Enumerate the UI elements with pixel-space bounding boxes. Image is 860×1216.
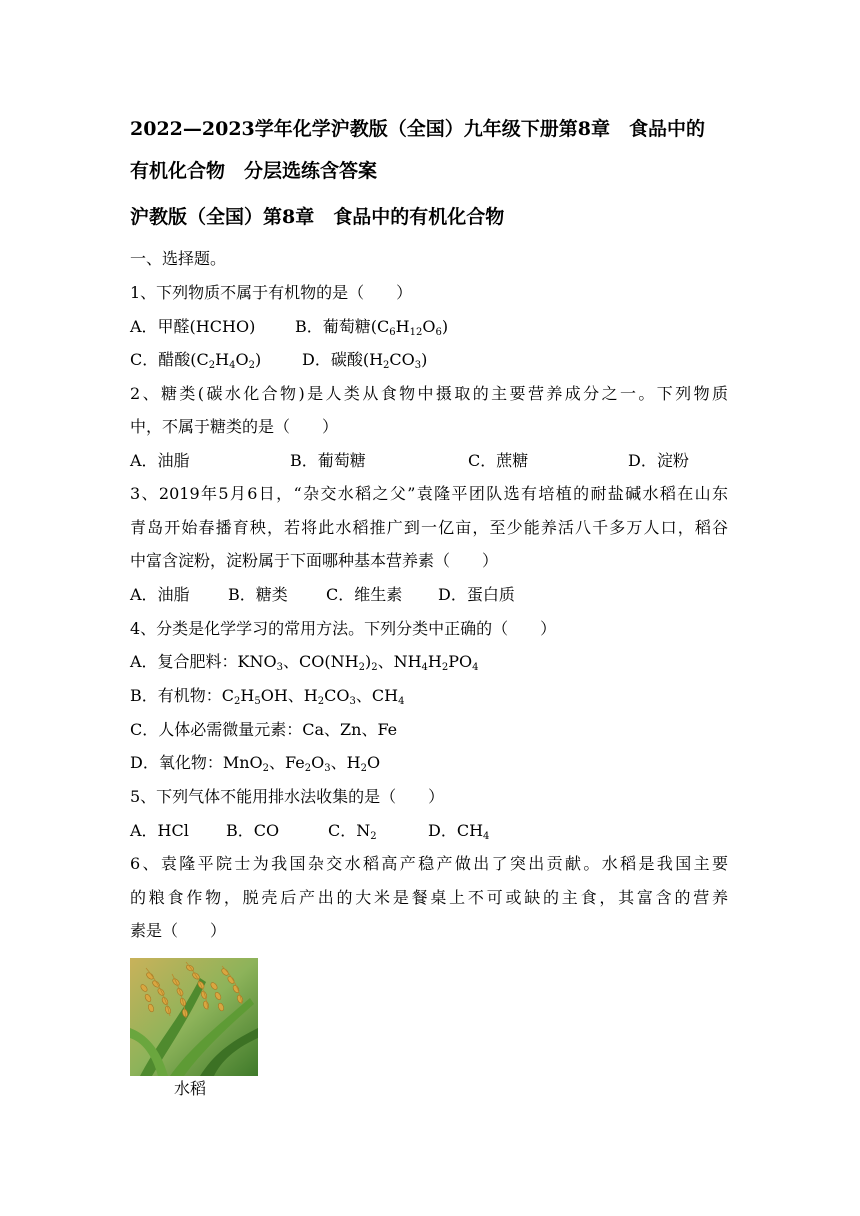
question-6-stem-line-1: 6、袁隆平院士为我国杂交水稻高产稳产做出了突出贡献。水稻是我国主要 — [130, 854, 728, 873]
title-line-2: 有机化合物 分层选练含答案 — [130, 160, 378, 182]
option-c: C．维生素 — [326, 585, 403, 604]
question-3-stem-line-3: 中富含淀粉，淀粉属于下面哪种基本营养素（ ） — [130, 551, 499, 570]
option-a: A．甲醛(HCHO) — [130, 317, 256, 336]
option-c: C．醋酸$(C_2H_4O_2)$ — [130, 350, 262, 371]
rice-plant-image — [130, 958, 258, 1076]
question-4-option-b: B．有机物：$C_2H_5OH$、$H_2CO_3$、$CH_4$ — [130, 686, 405, 707]
option-b: B．糖类 — [228, 585, 288, 604]
question-5-stem: 5、下列气体不能用排水法收集的是（ ） — [130, 787, 445, 806]
question-4-option-d: D．氧化物：MnO$_2$、$Fe_2O_3$、$H_2O$ — [130, 753, 381, 774]
question-3-options — [130, 584, 515, 606]
question-4-stem: 4、分类是化学学习的常用方法。下列分类中正确的（ ） — [130, 619, 557, 638]
question-4-option-a: A．复合肥料：$KNO_3$、$CO(NH_2)_2$、$NH_4H_2PO_4$ — [130, 652, 479, 673]
title-line-1: 2022—2023学年化学沪教版（全国）九年级下册第8章 食品中的 — [130, 118, 705, 140]
option-b: B．CO — [226, 821, 280, 840]
question-6-stem-line-2: 的粮食作物，脱壳后产出的大米是餐桌上不可或缺的主食，其富含的营养 — [130, 888, 728, 907]
option-a: A．油脂 — [130, 451, 190, 470]
option-d: D．淀粉 — [628, 451, 689, 470]
question-1-stem: 1、下列物质不属于有机物的是（ ） — [130, 283, 413, 302]
option-a: A．HCl — [130, 821, 189, 840]
question-1-options-row-1 — [130, 316, 448, 338]
option-b: B．葡萄糖$(C_6H_{12}O_6)$ — [295, 317, 449, 338]
question-2-stem-line-2: 中，不属于糖类的是（ ） — [130, 417, 339, 436]
question-2-options — [130, 450, 689, 472]
option-d: D．碳酸$(H_2CO_3)$ — [302, 350, 428, 371]
question-1-options-row-2 — [130, 349, 427, 371]
question-2-stem-line-1: 2、糖类(碳水化合物)是人类从食物中摄取的主要营养成分之一。下列物质 — [130, 384, 728, 403]
question-6-stem-line-3: 素是（ ） — [130, 921, 227, 940]
chapter-subtitle: 沪教版（全国）第8章 食品中的有机化合物 — [130, 206, 505, 228]
question-3-stem-line-2: 青岛开始春播育秧，若将此水稻推广到一亿亩，至少能养活八千多万人口，稻谷 — [130, 518, 728, 537]
question-3-stem-line-1: 3、2019年5月6日，“杂交水稻之父”袁隆平团队选有培植的耐盐碱水稻在山东 — [130, 484, 728, 503]
option-c: C．$N_2$ — [328, 821, 377, 842]
option-c: C．蔗糖 — [468, 451, 529, 470]
question-4-option-c: C．人体必需微量元素：Ca、Zn、Fe — [130, 720, 398, 739]
option-d: D．蛋白质 — [438, 585, 515, 604]
option-d: D．$CH_4$ — [428, 821, 490, 842]
option-b: B．葡萄糖 — [290, 451, 366, 470]
question-5-options — [130, 820, 489, 842]
option-a: A．油脂 — [130, 585, 190, 604]
figure-caption: 水稻 — [174, 1079, 207, 1098]
section-heading: 一、选择题。 — [130, 249, 227, 268]
